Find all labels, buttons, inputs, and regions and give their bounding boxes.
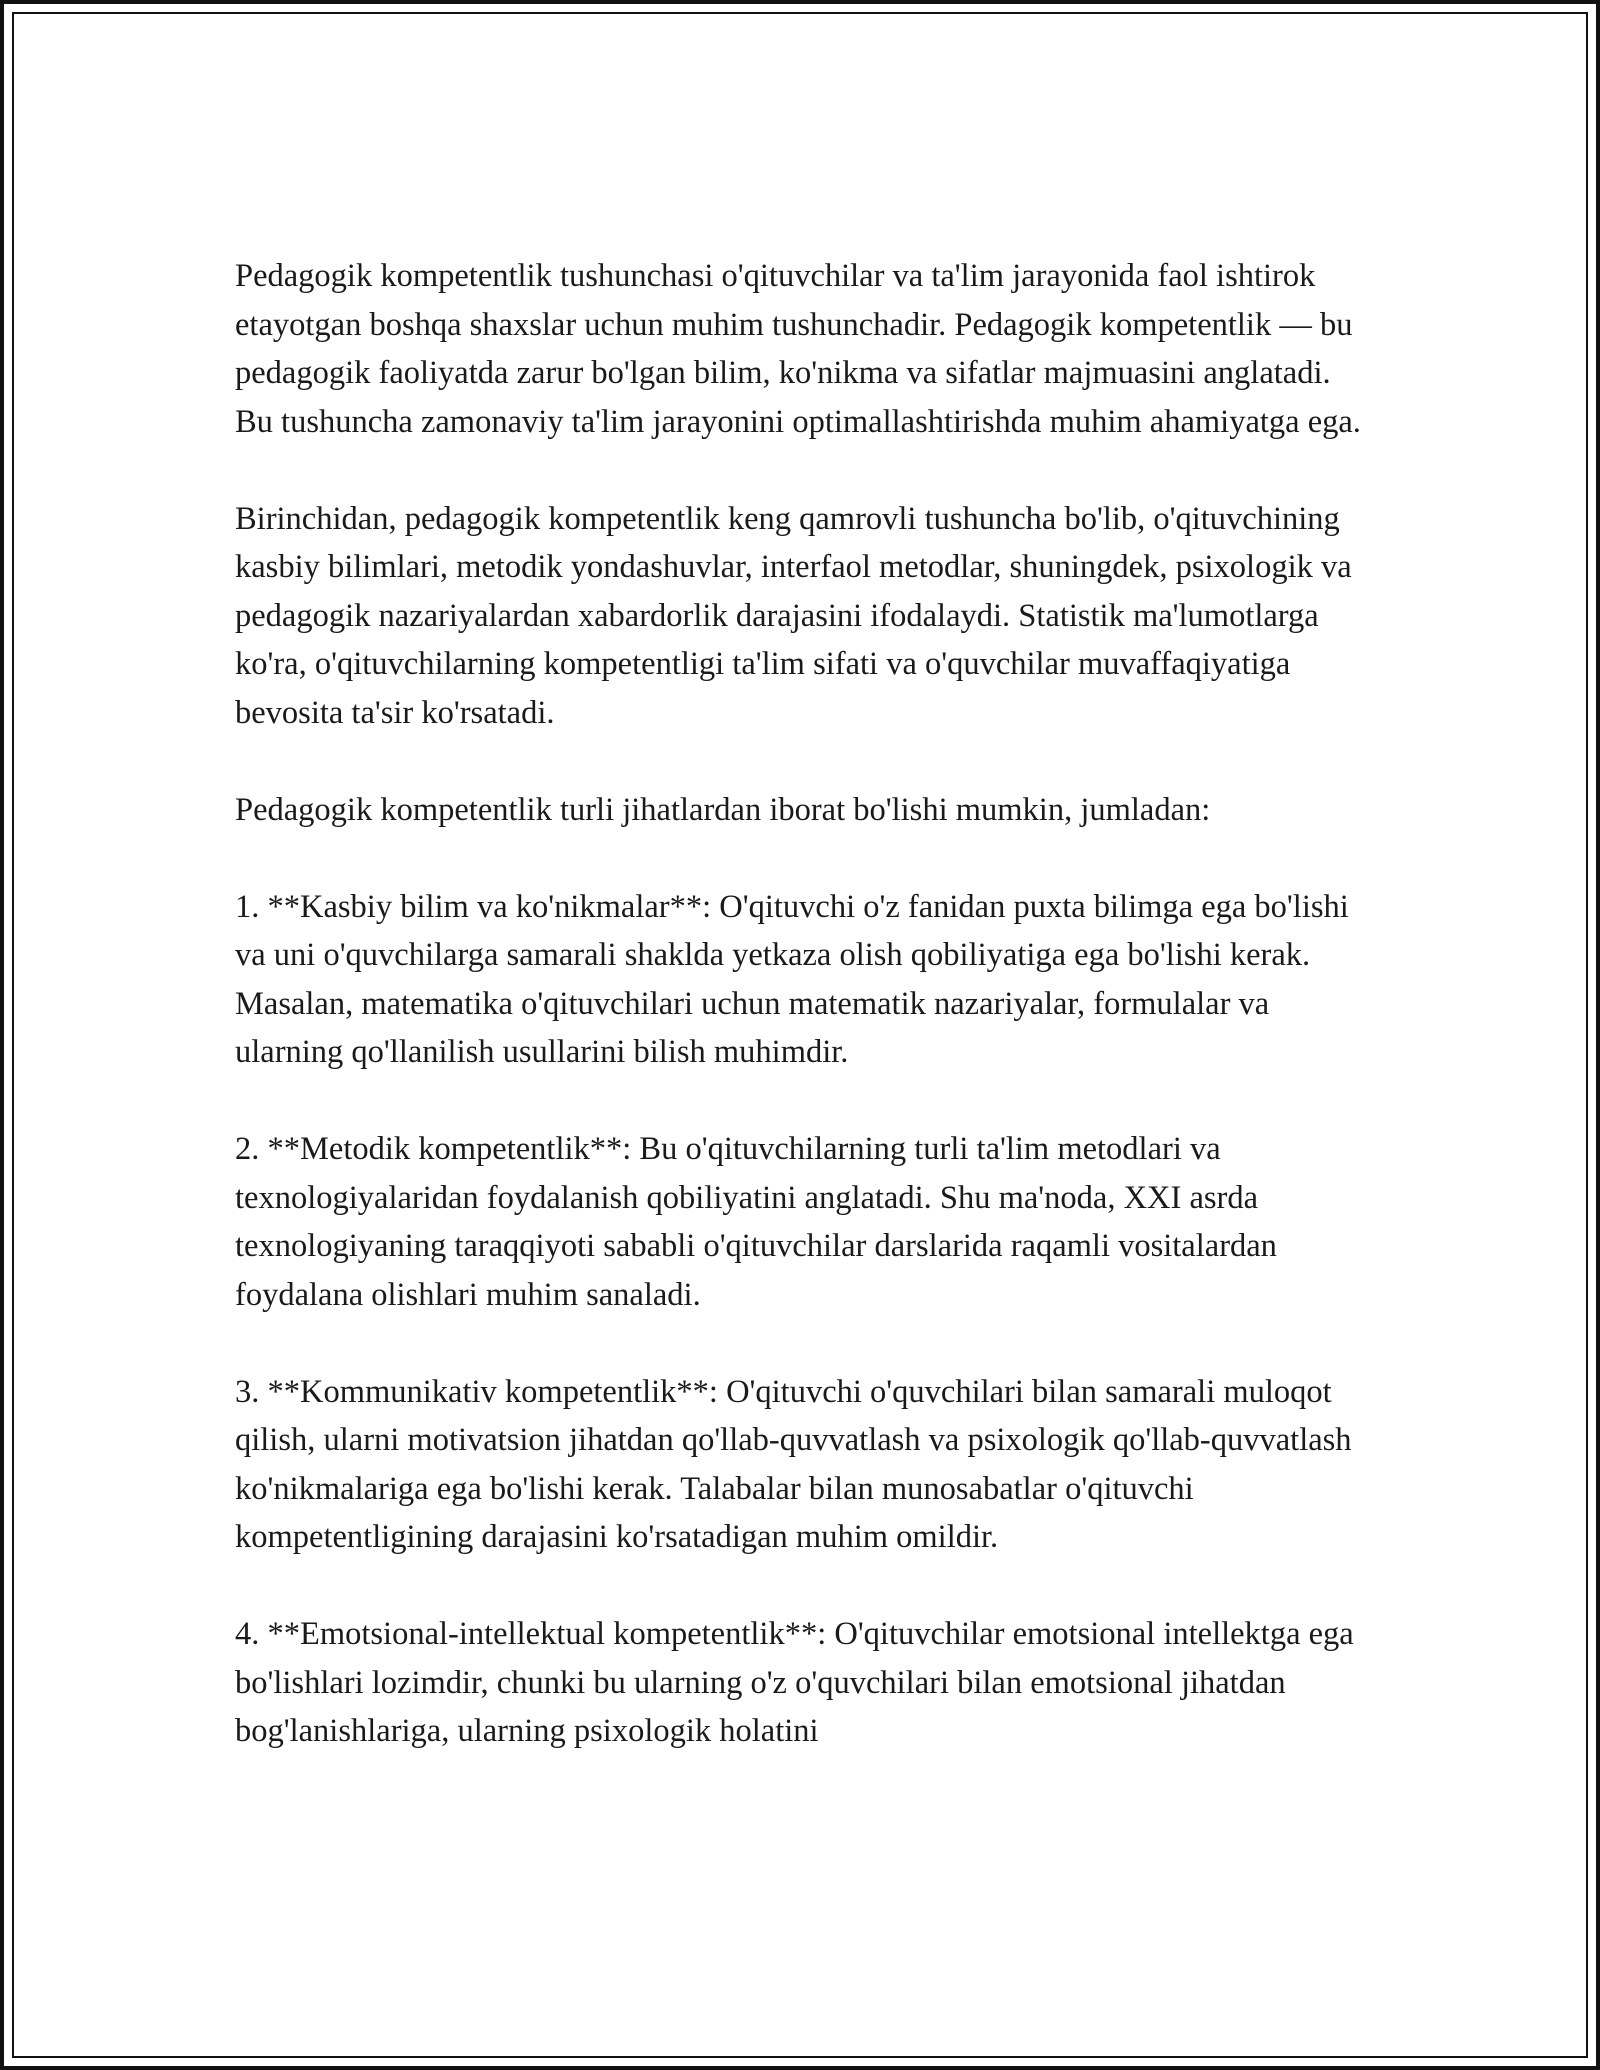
- paragraph-aspects-lead: Pedagogik kompetentlik turli jihatlardan iborat bo'lishi mumkin, jumladan:: [235, 791, 1211, 828]
- list-item-communicative-competence: 3. **Kommunikativ kompetentlik**: O'qituvchi o'quvchilari bilan samarali muloqot qilish, ularni motivatsion jihatdan qo'llab-quvvatlash va psixologik qo'llab-quvvatlash ko'nikmalariga ega bo'lishi kerak. Talabalar bilan munosabatlar o'qituvchi kompetentligining darajasini ko'rsatadigan muhim omildir.: [235, 1373, 1352, 1555]
- list-item-professional-knowledge: 1. **Kasbiy bilim va ko'nikmalar**: O'qituvchi o'z fanidan puxta bilimga ega bo'lishi va uni o'quvchilarga samarali shaklda yetkaza olish qobiliyatiga ega bo'lishi kerak. Masalan, matematika o'qituvchilari uchun matematik nazariyalar, formulalar va ularning qo'llanilish usullarini bilish muhimdir.: [235, 888, 1349, 1070]
- list-item-methodical-competence: 2. **Metodik kompetentlik**: Bu o'qituvchilarning turli ta'lim metodlari va texnologiyalaridan foydalanish qobiliyatini anglatadi. Shu ma'noda, XXI asrda texnologiyaning taraqqiyoti sababli o'qituvchilar darslarida raqamli vositalardan foydalana olishlari muhim sanaladi.: [235, 1131, 1277, 1313]
- list-item-emotional-intellectual-competence: 4. **Emotsional-intellektual kompetentlik**: O'qituvchilar emotsional intellektga ega bo'lishlari lozimdir, chunki bu ularning o'z o'quvchilari bilan emotsional jihatdan bog'lanishlariga, ularning psixologik holatini: [235, 1616, 1354, 1749]
- paragraph-intro: Pedagogik kompetentlik tushunchasi o'qituvchilar va ta'lim jarayonida faol ishtirok etayotgan boshqa shaxslar uchun muhim tushunchadir. Pedagogik kompetentlik — bu pedagogik faoliyatda zarur bo'lgan bilim, ko'nikma va sifatlar majmuasini anglatadi. Bu tushuncha zamonaviy ta'lim jarayonini optimallashtirishda muhim ahamiyatga ega.: [235, 258, 1361, 440]
- document-body: [235, 252, 1375, 1756]
- paragraph-first-point: Birinchidan, pedagogik kompetentlik keng qamrovli tushuncha bo'lib, o'qituvchining kasbiy bilimlari, metodik yondashuvlar, interfaol metodlar, shuningdek, psixologik va pedagogik nazariyalardan xabardorlik darajasini ifodalaydi. Statistik ma'lumotlarga ko'ra, o'qituvchilarning kompetentligi ta'lim sifati va o'quvchilar muvaffaqiyatiga bevosita ta'sir ko'rsatadi.: [235, 500, 1352, 731]
